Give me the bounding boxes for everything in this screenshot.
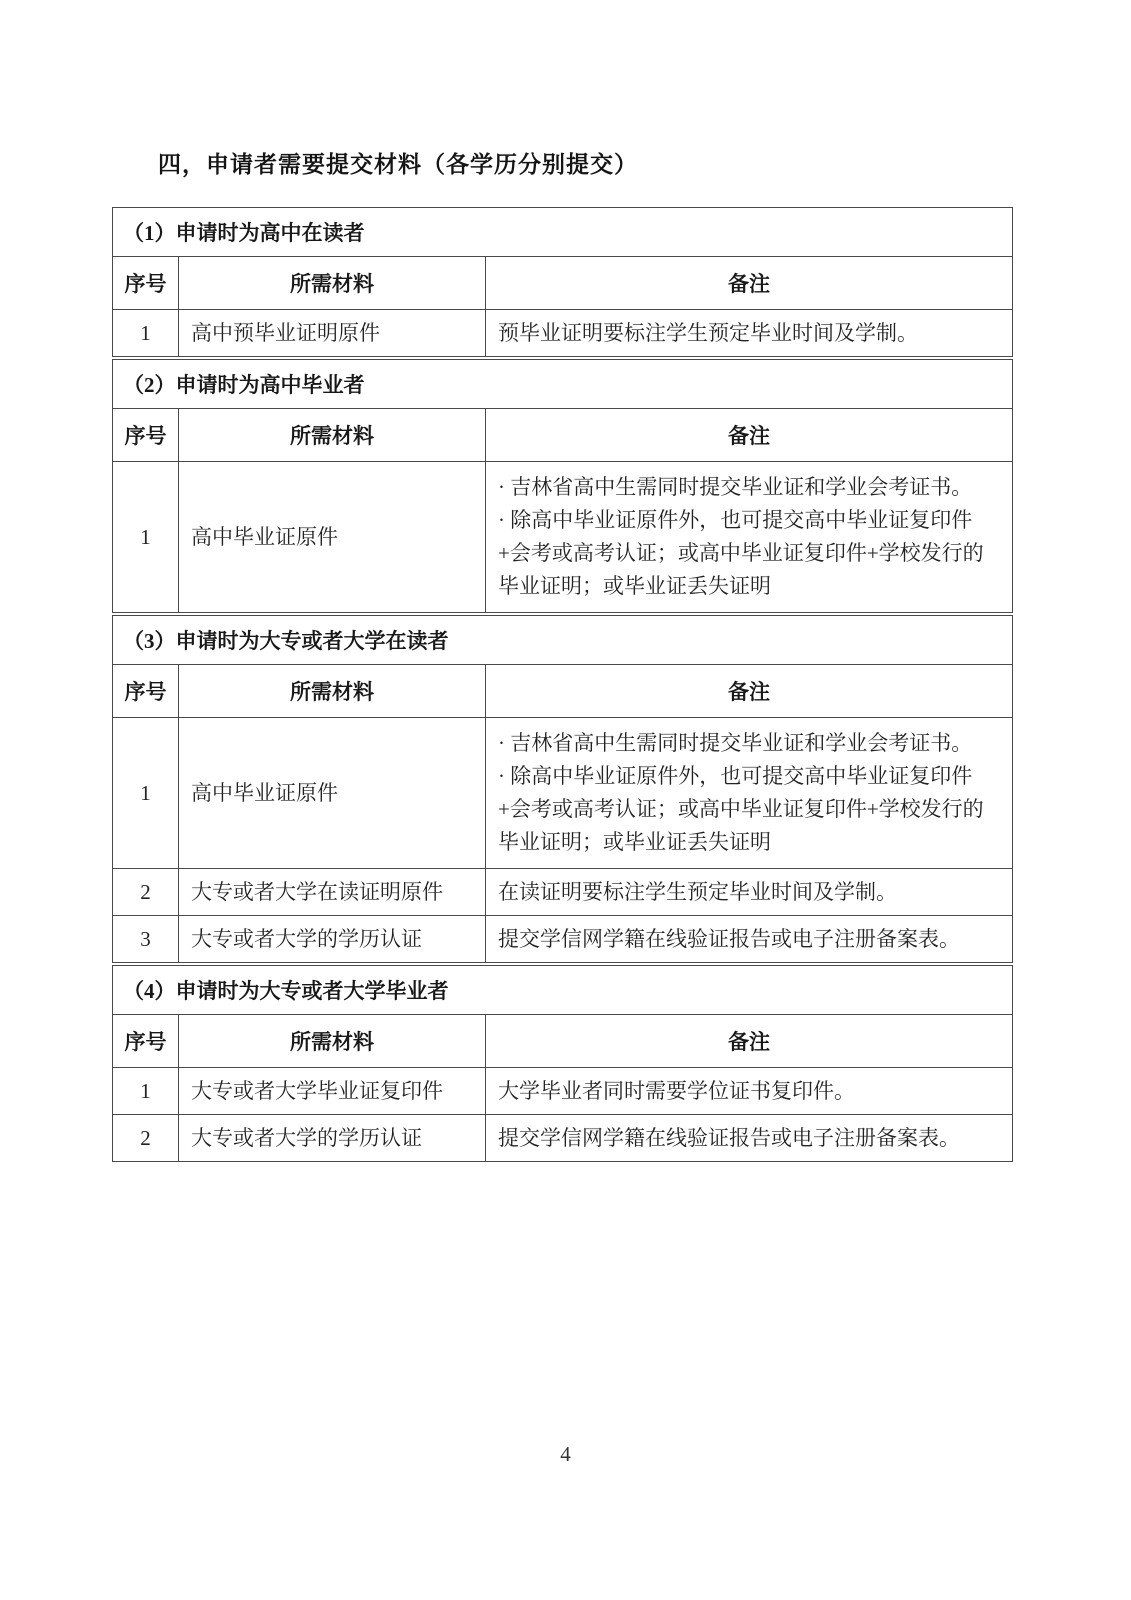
row-number-cell: 1 [113, 1068, 179, 1115]
remark-cell: 在读证明要标注学生预定毕业时间及学制。 [486, 869, 1013, 916]
remark-cell: 大学毕业者同时需要学位证书复印件。 [486, 1068, 1013, 1115]
section-header-row [113, 614, 1013, 665]
column-header-1: 所需材料 [179, 665, 486, 718]
column-header-2: 备注 [486, 1015, 1013, 1068]
section-label: （3）申请时为大专或者大学在读者 [113, 614, 1013, 665]
section-label: （2）申请时为高中毕业者 [113, 358, 1013, 409]
column-header-1: 所需材料 [179, 409, 486, 462]
column-header-row [113, 665, 1013, 718]
material-cell: 高中预毕业证明原件 [179, 310, 486, 359]
remark-cell [486, 462, 1013, 615]
row-number-cell: 2 [113, 1115, 179, 1162]
bullet-item: · 除高中毕业证原件外，也可提交高中毕业证复印件+会考或高考认证；或高中毕业证复印件+学校发行的毕业证明；或毕业证丢失证明 [498, 508, 984, 598]
page-number: 4 [560, 1442, 571, 1466]
remark-cell: 提交学信网学籍在线验证报告或电子注册备案表。 [486, 916, 1013, 965]
column-header-row [113, 409, 1013, 462]
row-number-cell: 2 [113, 869, 179, 916]
table-row [113, 1115, 1013, 1162]
column-header-row [113, 1015, 1013, 1068]
column-header-0: 序号 [113, 257, 179, 310]
row-number-cell: 1 [113, 462, 179, 615]
material-cell: 高中毕业证原件 [179, 718, 486, 869]
column-header-0: 序号 [113, 665, 179, 718]
remark-cell [486, 718, 1013, 869]
row-number-cell: 3 [113, 916, 179, 965]
section-header-row [113, 964, 1013, 1015]
remark-cell: 预毕业证明要标注学生预定毕业时间及学制。 [486, 310, 1013, 359]
material-cell: 大专或者大学在读证明原件 [179, 869, 486, 916]
table-row [113, 869, 1013, 916]
row-number-cell: 1 [113, 310, 179, 359]
column-header-2: 备注 [486, 409, 1013, 462]
section-label: （1）申请时为高中在读者 [113, 208, 1013, 257]
bullet-item: · 吉林省高中生需同时提交毕业证和学业会考证书。 [498, 475, 973, 499]
material-cell: 高中毕业证原件 [179, 462, 486, 615]
remark-cell: 提交学信网学籍在线验证报告或电子注册备案表。 [486, 1115, 1013, 1162]
bullet-item: · 吉林省高中生需同时提交毕业证和学业会考证书。 [498, 731, 973, 755]
materials-table-body [113, 208, 1013, 1162]
section-header-row [113, 208, 1013, 257]
column-header-row [113, 257, 1013, 310]
row-number-cell: 1 [113, 718, 179, 869]
table-row [113, 1068, 1013, 1115]
column-header-2: 备注 [486, 665, 1013, 718]
column-header-2: 备注 [486, 257, 1013, 310]
column-header-1: 所需材料 [179, 1015, 486, 1068]
section-label: （4）申请时为大专或者大学毕业者 [113, 964, 1013, 1015]
table-row [113, 462, 1013, 615]
table-row [113, 916, 1013, 965]
bullet-item: · 除高中毕业证原件外，也可提交高中毕业证复印件+会考或高考认证；或高中毕业证复印件+学校发行的毕业证明；或毕业证丢失证明 [498, 764, 984, 854]
materials-table [112, 207, 1013, 1162]
section-header-row [113, 358, 1013, 409]
column-header-0: 序号 [113, 1015, 179, 1068]
page-title: 四，申请者需要提交材料（各学历分别提交） [158, 152, 638, 177]
column-header-0: 序号 [113, 409, 179, 462]
table-row [113, 718, 1013, 869]
material-cell: 大专或者大学的学历认证 [179, 916, 486, 965]
material-cell: 大专或者大学毕业证复印件 [179, 1068, 486, 1115]
column-header-1: 所需材料 [179, 257, 486, 310]
table-row [113, 310, 1013, 359]
material-cell: 大专或者大学的学历认证 [179, 1115, 486, 1162]
